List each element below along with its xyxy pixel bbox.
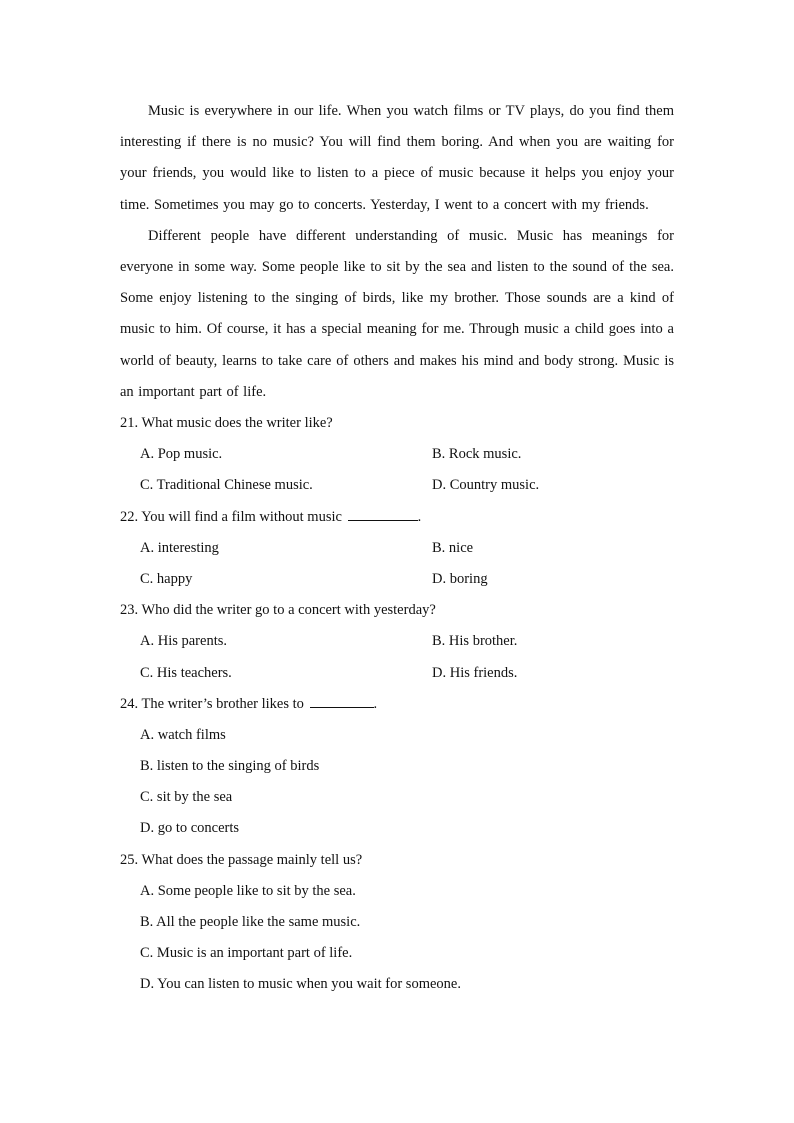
question-stem-end: . bbox=[417, 508, 422, 525]
answer-blank[interactable] bbox=[348, 505, 418, 521]
passage-paragraph-1: Music is everywhere in our life. When you watch films or TV plays, do you find them interesting if there is no music? You will find them boring. And when you are waiting for your friends, you would like to listen to a piece of music because it helps you enjoy your time. Sometimes you may go to concerts. Yesterday, I went to a concert with my friends. bbox=[120, 103, 674, 213]
question-stem-text: 22. You will find a film without music bbox=[120, 508, 342, 525]
question-stem-text: 24. The writer’s brother likes to bbox=[120, 695, 304, 712]
option-b[interactable]: B. His brother. bbox=[432, 633, 518, 650]
option-a[interactable]: A. interesting bbox=[140, 539, 219, 556]
option-c[interactable]: C. Traditional Chinese music. bbox=[140, 477, 313, 494]
option-c[interactable]: C. sit by the sea bbox=[140, 789, 233, 806]
option-b[interactable]: B. listen to the singing of birds bbox=[140, 758, 320, 775]
option-d[interactable]: D. go to concerts bbox=[140, 820, 240, 837]
option-a[interactable]: A. watch films bbox=[140, 726, 226, 743]
option-b[interactable]: B. Rock music. bbox=[432, 446, 522, 463]
answer-options bbox=[120, 876, 674, 1001]
answer-options bbox=[120, 720, 674, 845]
passage-paragraph-2: Different people have different understanding of music. Music has meanings for everyone in some way. Some people like to sit by the sea and listen to the sound of the sea. Some enjoy listening to the singing of birds, like my brother. Those sounds are a kind of music to him. Of course, it has a special meaning for me. Through music a child goes into a world of beauty, learns to take care of others and makes his mind and body strong. Music is an important part of life. bbox=[120, 227, 674, 400]
question-stem bbox=[120, 502, 674, 533]
answer-options bbox=[120, 626, 674, 688]
answer-blank[interactable] bbox=[310, 692, 374, 708]
reading-passage bbox=[120, 96, 674, 408]
question-stem-end: . bbox=[373, 695, 378, 712]
option-d[interactable]: D. boring bbox=[432, 570, 488, 587]
answer-options bbox=[120, 439, 674, 501]
option-a[interactable]: A. Pop music. bbox=[140, 446, 223, 463]
option-b[interactable]: B. All the people like the same music. bbox=[140, 914, 361, 931]
question-22 bbox=[120, 502, 674, 596]
option-c[interactable]: C. happy bbox=[140, 570, 193, 587]
question-stem: 25. What does the passage mainly tell us? bbox=[120, 851, 363, 868]
option-c[interactable]: C. Music is an important part of life. bbox=[140, 945, 353, 962]
answer-options bbox=[120, 533, 674, 595]
question-stem: 21. What music does the writer like? bbox=[120, 415, 333, 432]
option-a[interactable]: A. Some people like to sit by the sea. bbox=[140, 882, 356, 899]
question-stem bbox=[120, 689, 674, 720]
question-25 bbox=[120, 845, 674, 1001]
worksheet-page bbox=[120, 96, 674, 1001]
option-c[interactable]: C. His teachers. bbox=[140, 664, 232, 681]
option-d[interactable]: D. His friends. bbox=[432, 664, 518, 681]
option-d[interactable]: D. Country music. bbox=[432, 477, 540, 494]
question-stem: 23. Who did the writer go to a concert with yesterday? bbox=[120, 602, 436, 619]
question-24 bbox=[120, 689, 674, 845]
option-d[interactable]: D. You can listen to music when you wait for someone. bbox=[140, 976, 461, 993]
option-b[interactable]: B. nice bbox=[432, 539, 474, 556]
question-23 bbox=[120, 595, 674, 689]
option-a[interactable]: A. His parents. bbox=[140, 633, 227, 650]
question-21 bbox=[120, 408, 674, 502]
